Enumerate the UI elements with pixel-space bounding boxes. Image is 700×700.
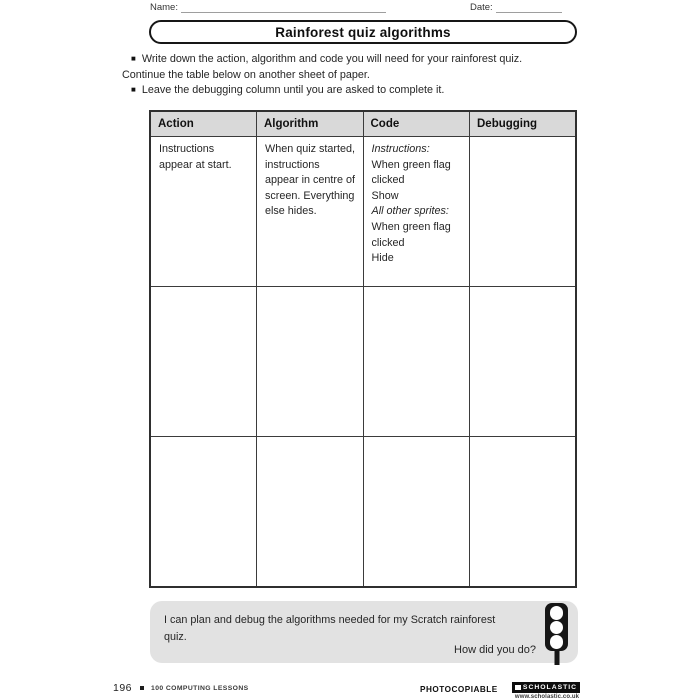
- name-date-row: [150, 2, 578, 13]
- self-assessment-box: [150, 601, 578, 663]
- assessment-statement: I can plan and debug the algorithms needed for my Scratch rainforest quiz.: [164, 614, 496, 643]
- code-line: When green flag clicked: [371, 158, 451, 187]
- column-header: Debugging: [470, 111, 577, 137]
- publisher-url: www.scholastic.co.uk: [514, 694, 580, 700]
- table-header-row: [150, 111, 576, 137]
- publisher-name: SCHOLASTIC: [522, 684, 578, 691]
- algorithm-table: [149, 110, 577, 588]
- code-line: Show: [371, 189, 399, 202]
- bullet-square-icon: ■: [131, 85, 136, 95]
- traffic-light-icon: [545, 603, 568, 667]
- instruction-line: [122, 52, 584, 68]
- worksheet-title-box: [149, 20, 577, 44]
- table-row: [150, 137, 576, 287]
- series-title: 100 COMPUTING LESSONS: [151, 684, 249, 692]
- cell-action: Instructions appear at start.: [150, 137, 257, 287]
- date-label: Date:: [469, 2, 493, 13]
- code-line: Hide: [371, 252, 394, 265]
- instruction-text: Write down the action, algorithm and code you will need for your rainforest quiz.: [141, 53, 523, 65]
- date-field-line: [496, 2, 562, 13]
- cell-action: [150, 287, 257, 437]
- bullet-square-icon: ■: [131, 54, 136, 63]
- instruction-text: Leave the debugging column until you are asked to complete it.: [141, 84, 445, 97]
- instructions-block: [122, 52, 584, 99]
- scholastic-logo: [512, 682, 580, 693]
- cell-code: [363, 287, 470, 437]
- cell-debugging: [470, 437, 577, 587]
- table-row: [150, 437, 576, 587]
- cell-algorithm: [257, 437, 364, 587]
- traffic-light-pole: [554, 650, 559, 665]
- cell-code: [363, 437, 470, 587]
- footer-left: [113, 682, 249, 694]
- traffic-light-lamp-middle: [550, 621, 564, 635]
- page-number: 196: [113, 682, 133, 694]
- code-line: Instructions:: [371, 143, 430, 155]
- square-bullet-icon: [140, 686, 144, 690]
- instruction-line: [122, 68, 584, 84]
- cell-debugging: [470, 287, 577, 437]
- photocopiable-label: PHOTOCOPIABLE: [420, 685, 498, 694]
- instruction-text: Continue the table below on another sheet of paper.: [122, 68, 370, 81]
- column-header: Code: [363, 111, 470, 137]
- table-row: [150, 287, 576, 437]
- cell-action: [150, 437, 257, 587]
- name-label: Name:: [150, 2, 178, 13]
- scholastic-book-icon: [515, 685, 521, 690]
- traffic-light-lamp-bottom: [550, 635, 564, 649]
- name-field-line: [181, 2, 386, 13]
- column-header: Action: [150, 111, 257, 137]
- code-line: When green flag clicked: [371, 220, 451, 249]
- traffic-light-body: [545, 603, 568, 651]
- assessment-prompt: How did you do?: [454, 644, 536, 656]
- code-line: All other sprites:: [371, 205, 449, 218]
- instruction-line: [122, 83, 584, 99]
- cell-debugging: [470, 137, 577, 287]
- cell-algorithm: [257, 287, 364, 437]
- column-header: Algorithm: [257, 111, 364, 137]
- cell-algorithm: When quiz started, instructions appear in centre of screen. Everything else hides.: [257, 137, 364, 287]
- page-title: Rainforest quiz algorithms: [275, 24, 451, 40]
- cell-code: [363, 137, 470, 287]
- traffic-light-lamp-top: [550, 606, 564, 620]
